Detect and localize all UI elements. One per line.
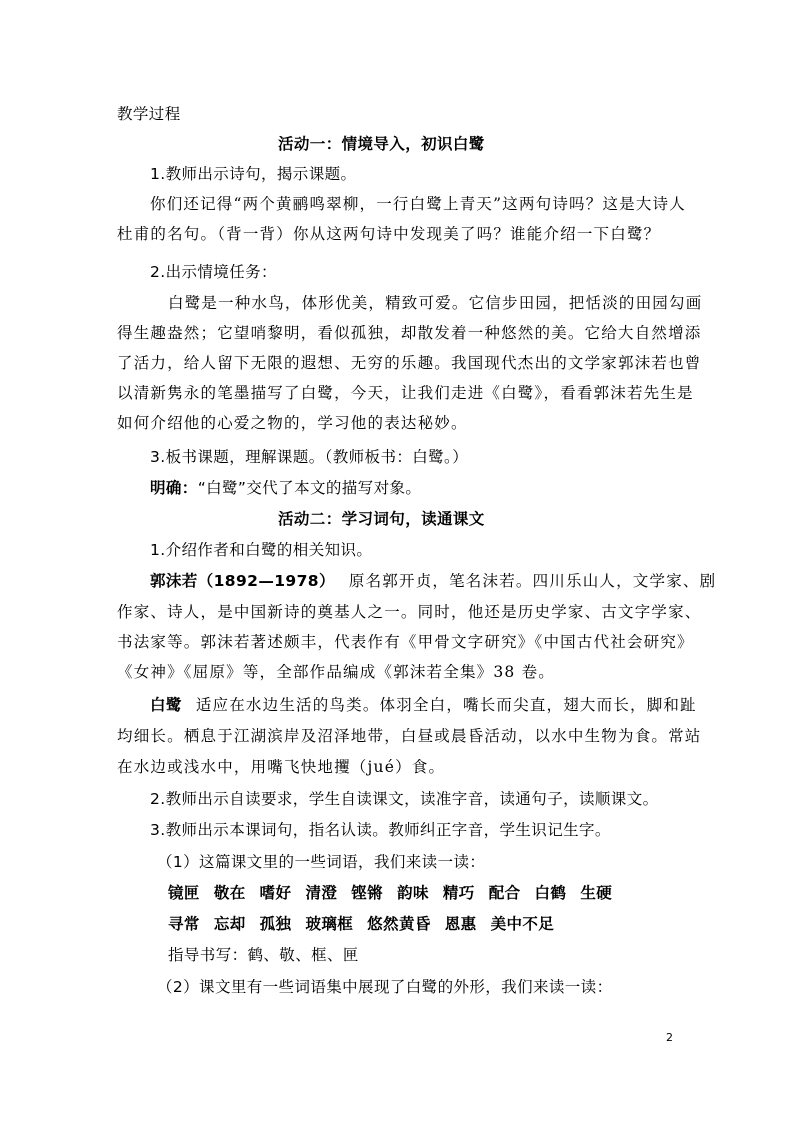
egret-label: 白鹭 — [150, 696, 182, 714]
word: 寻常 — [168, 914, 200, 933]
word: 韵味 — [397, 883, 429, 902]
egret-line-1 — [150, 695, 697, 715]
clarify-line — [150, 478, 421, 498]
sub-question-1: （1）这篇课文里的一些词语，我们来读一读： — [157, 853, 486, 871]
egret-line-3: 在水边或浅水中，用嘴飞快地攫（jué）食。 — [117, 758, 446, 776]
egret-text-1: 适应在水边生活的鸟类。体羽全白，嘴长而尖直，翅大而长，脚和趾 — [195, 696, 697, 714]
words-row-1 — [168, 883, 626, 903]
step2-line-3: 了活力，给人留下无限的遐想、无穷的乐趣。我国现代杰出的文学家郭沫若也曾 — [117, 354, 702, 372]
author-text-1: 原名郭开贞，笔名沫若。四川乐山人，文学家、剧 — [348, 572, 717, 590]
author-line-1 — [150, 571, 716, 591]
word: 恩惠 — [444, 914, 477, 933]
author-line-2: 作家、诗人，是中国新诗的奠基人之一。同时，他还是历史学家、古文字学家、 — [117, 603, 702, 621]
clarify-label: 明确： — [150, 479, 198, 497]
word: 精巧 — [442, 883, 475, 902]
word: 生硬 — [580, 883, 613, 902]
section-title: 教学过程 — [117, 105, 181, 123]
step1-line-1: 你们还记得“两个黄鹂鸣翠柳，一行白鹭上青天”这两句诗吗？这是大诗人 — [150, 195, 686, 213]
clarify-text: “白鹭”交代了本文的描写对象。 — [197, 479, 422, 497]
sub-question-2: （2）课文里有一些词语集中展现了白鹭的外形，我们来读一读： — [157, 978, 613, 996]
word: 镜匣 — [168, 883, 200, 902]
page-number: 2 — [666, 1031, 673, 1044]
words-row-2 — [168, 914, 568, 934]
word: 白鹤 — [534, 883, 567, 902]
activity2-step2: 2.教师出示自读要求，学生自读课文，读准字音，读通句子，读顺课文。 — [150, 790, 659, 808]
activity1-heading: 活动一：情境导入，初识白鹭 — [278, 135, 485, 153]
author-label: 郭沫若（1892—1978） — [150, 572, 335, 590]
word: 孤独 — [259, 914, 292, 933]
word: 敬在 — [213, 883, 246, 902]
activity2-step1: 1.介绍作者和白鹭的相关知识。 — [150, 541, 373, 559]
step2-line-1: 白鹭是一种水鸟，体形优美，精致可爱。它信步田园，把恬淡的田园勾画 — [168, 294, 703, 312]
word: 美中不足 — [490, 914, 555, 933]
word: 玻璃框 — [305, 914, 354, 933]
word: 配合 — [488, 883, 521, 902]
step2-line-4: 以清新隽永的笔墨描写了白鹭，今天，让我们走进《白鹭》，看看郭沫若先生是 — [117, 384, 694, 402]
word: 悠然黄昏 — [367, 914, 431, 933]
word: 嗜好 — [259, 883, 292, 902]
activity1-step2: 2.出示情境任务： — [150, 263, 277, 281]
step1-line-2: 杜甫的名句。（背一背）你从这两句诗中发现美了吗？谁能介绍一下白鹭？ — [117, 225, 661, 243]
author-line-4: 《女神》《屈原》等，全部作品编成《郭沫若全集》38 卷。 — [117, 663, 556, 681]
step2-line-2: 得生趣盎然；它望哨黎明，看似孤独，却散发着一种悠然的美。它给大自然增添 — [117, 324, 702, 342]
word: 忘却 — [213, 914, 246, 933]
step2-line-5: 如何介绍他的心爱之物的，学习他的表达秘妙。 — [117, 414, 468, 432]
activity2-heading: 活动二：学习词句，读通课文 — [278, 510, 485, 528]
activity1-step3: 3.板书课题，理解课题。（教师板书：白鹭。） — [150, 448, 469, 466]
author-line-3: 书法家等。郭沫若著述颇丰，代表作有《甲骨文字研究》《中国古代社会研究》 — [117, 633, 694, 651]
word: 铿锵 — [351, 883, 384, 902]
activity1-step1: 1.教师出示诗句，揭示课题。 — [150, 165, 357, 183]
word: 清澄 — [305, 883, 338, 902]
writing-guide: 指导书写：鹤、敬、框、匣 — [168, 946, 359, 964]
egret-line-2: 均细长。栖息于江湖滨岸及沼泽地带，白昼或晨昏活动，以水中生物为食。常站 — [117, 727, 702, 745]
activity2-step3: 3.教师出示本课词句，指名认读。教师纠正字音，学生识记生字。 — [150, 821, 611, 839]
